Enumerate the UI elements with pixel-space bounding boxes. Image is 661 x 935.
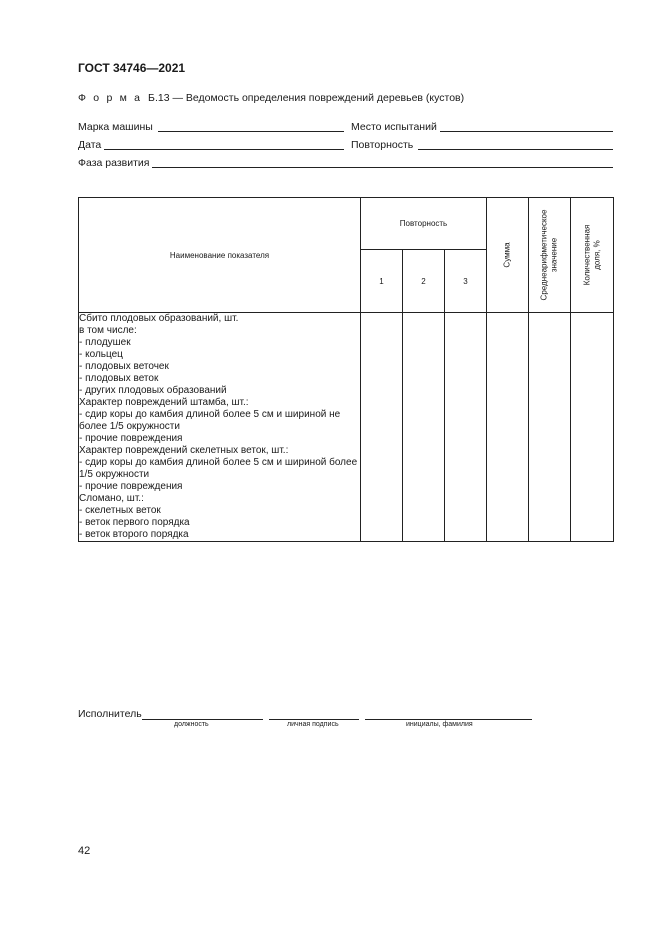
row-label: Сломано, шт.: [79,493,361,505]
value-cell[interactable] [403,349,445,361]
value-cell[interactable] [361,529,403,542]
value-cell[interactable] [487,337,529,349]
value-cell[interactable] [571,409,614,433]
value-cell[interactable] [361,385,403,397]
value-cell[interactable] [571,433,614,445]
col-header-repeat: Повторность [361,198,487,250]
machine-label: Марка машины [78,121,153,133]
value-cell[interactable] [445,481,487,493]
value-cell[interactable] [445,493,487,505]
value-cell[interactable] [529,313,571,326]
value-cell[interactable] [487,457,529,481]
table-row [79,481,614,493]
value-cell[interactable] [529,529,571,542]
table-row [79,457,614,481]
value-cell[interactable] [571,313,614,326]
value-cell[interactable] [445,397,487,409]
col-header-sum-text: Сумма [502,242,512,268]
form-title [78,92,464,104]
caption-position: должность [174,721,209,728]
repeat-label: Повторность [351,139,414,151]
caption-name: инициалы, фамилия [406,721,473,728]
value-cell[interactable] [403,433,445,445]
row-label: - сдир коры до камбия длиной более 5 см и шириной более 1/5 окружности [79,457,361,481]
col-header-name: Наименование показателя [79,198,361,313]
value-cell[interactable] [529,457,571,481]
row-label: - прочие повреждения [79,433,361,445]
value-cell[interactable] [403,529,445,542]
table-row [79,337,614,349]
value-cell[interactable] [571,373,614,385]
name-field[interactable] [365,719,532,720]
value-cell[interactable] [403,337,445,349]
value-cell[interactable] [445,505,487,517]
caption-signature: личная подпись [287,721,339,728]
value-cell[interactable] [487,529,529,542]
phase-field[interactable] [152,167,613,168]
value-cell[interactable] [487,481,529,493]
value-cell[interactable] [487,385,529,397]
table-row [79,385,614,397]
value-cell[interactable] [445,313,487,326]
value-cell[interactable] [445,337,487,349]
value-cell[interactable] [361,517,403,529]
date-label: Дата [78,139,102,151]
value-cell[interactable] [361,505,403,517]
value-cell[interactable] [445,409,487,433]
damage-table [78,197,614,542]
test-place-label: Место испытаний [351,121,437,133]
value-cell[interactable] [571,325,614,337]
table-row [79,373,614,385]
form-word: Ф о р м а [78,92,143,104]
value-cell[interactable] [361,409,403,433]
value-cell[interactable] [529,373,571,385]
value-cell[interactable] [403,397,445,409]
col-header-mean-text: Среднеарифметическое значение [539,209,559,301]
table-row [79,505,614,517]
value-cell[interactable] [361,325,403,337]
value-cell[interactable] [571,481,614,493]
value-cell[interactable] [403,409,445,433]
value-cell[interactable] [571,397,614,409]
row-label: Сбито плодовых образований, шт. [79,313,361,326]
value-cell[interactable] [403,313,445,326]
col-header-sum [487,198,529,313]
value-cell[interactable] [361,349,403,361]
value-cell[interactable] [487,313,529,326]
value-cell[interactable] [529,493,571,505]
date-field[interactable] [104,149,344,150]
row-label: - скелетных веток [79,505,361,517]
form-title-text: — Ведомость определения повреждений деревьев (кустов) [172,92,465,104]
repeat-field[interactable] [418,149,613,150]
page-number: 42 [78,845,91,857]
value-cell[interactable] [361,445,403,457]
signature-field[interactable] [269,719,359,720]
row-label: Характер повреждений штамба, шт.: [79,397,361,409]
value-cell[interactable] [571,529,614,542]
value-cell[interactable] [403,493,445,505]
value-cell[interactable] [445,373,487,385]
value-cell[interactable] [361,433,403,445]
value-cell[interactable] [403,385,445,397]
value-cell[interactable] [571,349,614,361]
value-cell[interactable] [445,445,487,457]
row-label: - прочие повреждения [79,481,361,493]
value-cell[interactable] [571,337,614,349]
value-cell[interactable] [529,385,571,397]
value-cell[interactable] [361,313,403,326]
row-label: в том числе: [79,325,361,337]
table-row [79,349,614,361]
value-cell[interactable] [403,517,445,529]
value-cell[interactable] [403,505,445,517]
value-cell[interactable] [571,493,614,505]
col-header-share-text: Количественная доля, % [582,224,602,286]
value-cell[interactable] [445,361,487,373]
col-header-share [571,198,614,313]
table-row [79,361,614,373]
row-label: - сдир коры до камбия длиной более 5 см и шириной не более 1/5 окружности [79,409,361,433]
position-field[interactable] [142,719,263,720]
value-cell[interactable] [403,373,445,385]
value-cell[interactable] [529,517,571,529]
table-row [79,517,614,529]
value-cell[interactable] [487,325,529,337]
value-cell[interactable] [445,433,487,445]
row-label: - веток первого порядка [79,517,361,529]
value-cell[interactable] [571,445,614,457]
value-cell[interactable] [571,361,614,373]
value-cell[interactable] [487,433,529,445]
value-cell[interactable] [487,373,529,385]
col-header-mean [529,198,571,313]
executor-label: Исполнитель [78,708,142,720]
col-header-r3: 3 [445,250,487,313]
phase-label: Фаза развития [78,157,150,169]
value-cell[interactable] [529,481,571,493]
value-cell[interactable] [361,361,403,373]
value-cell[interactable] [445,529,487,542]
value-cell[interactable] [445,385,487,397]
form-number: Б.13 [148,92,170,104]
value-cell[interactable] [529,397,571,409]
value-cell[interactable] [445,517,487,529]
value-cell[interactable] [445,325,487,337]
value-cell[interactable] [403,457,445,481]
col-header-r1: 1 [361,250,403,313]
row-label: - плодовых веточек [79,361,361,373]
value-cell[interactable] [487,505,529,517]
table-row [79,529,614,542]
col-header-r2: 2 [403,250,445,313]
row-label: - других плодовых образований [79,385,361,397]
value-cell[interactable] [487,409,529,433]
value-cell[interactable] [487,349,529,361]
row-label: - кольцец [79,349,361,361]
value-cell[interactable] [529,445,571,457]
row-label: - плодовых веток [79,373,361,385]
test-place-field[interactable] [440,131,613,132]
table-row [79,325,614,337]
value-cell[interactable] [403,445,445,457]
table-row [79,409,614,433]
value-cell[interactable] [487,397,529,409]
row-label: - веток второго порядка [79,529,361,542]
value-cell[interactable] [529,361,571,373]
value-cell[interactable] [403,325,445,337]
value-cell[interactable] [403,481,445,493]
value-cell[interactable] [487,517,529,529]
table-row [79,433,614,445]
standard-code: ГОСТ 34746—2021 [78,61,186,75]
row-label: - плодушек [79,337,361,349]
value-cell[interactable] [571,505,614,517]
table-row [79,493,614,505]
value-cell[interactable] [529,349,571,361]
value-cell[interactable] [403,361,445,373]
value-cell[interactable] [487,493,529,505]
machine-field[interactable] [158,131,344,132]
value-cell[interactable] [361,457,403,481]
value-cell[interactable] [445,457,487,481]
value-cell[interactable] [571,517,614,529]
table-row [79,445,614,457]
value-cell[interactable] [445,349,487,361]
value-cell[interactable] [529,505,571,517]
value-cell[interactable] [571,385,614,397]
value-cell[interactable] [529,325,571,337]
value-cell[interactable] [361,481,403,493]
value-cell[interactable] [529,409,571,433]
value-cell[interactable] [361,493,403,505]
value-cell[interactable] [361,397,403,409]
row-label: Характер повреждений скелетных веток, шт.: [79,445,361,457]
value-cell[interactable] [487,361,529,373]
value-cell[interactable] [361,373,403,385]
value-cell[interactable] [529,433,571,445]
value-cell[interactable] [487,445,529,457]
value-cell[interactable] [529,337,571,349]
table-row [79,313,614,326]
value-cell[interactable] [361,337,403,349]
table-row [79,397,614,409]
value-cell[interactable] [571,457,614,481]
